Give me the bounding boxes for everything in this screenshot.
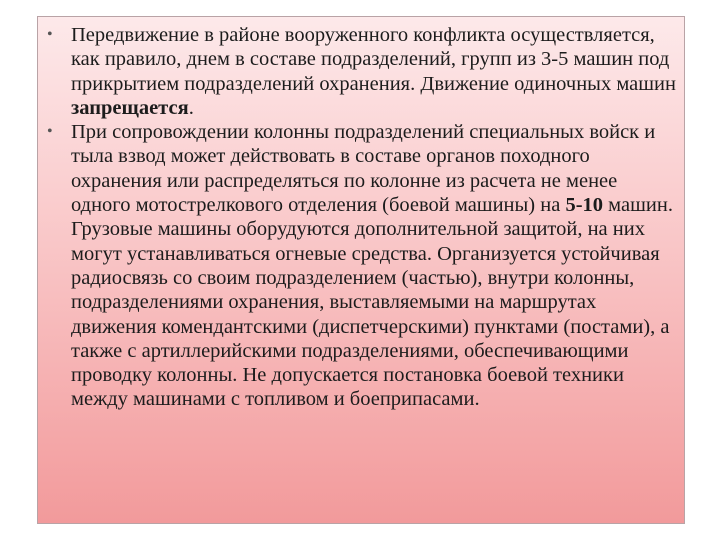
bullet-marker: • [47,26,53,43]
bullet-text: При сопровождении колонны подразделений специальных войск и тыла взвод может действовать в составе органов походного охранения или распределяться по колонне из расчета не менее одного мотострелкового отделения (боевой машины) на [71,121,656,217]
bullet-item-escort [47,120,678,412]
bullet-list [47,23,678,412]
slide [37,16,685,524]
bullet-marker: • [47,123,53,141]
bullet-item-movement [47,23,678,120]
bullet-text: Передвижение в районе вооруженного конфликта осуществляется, как правило, днем в составе подразделений, групп из 3-5 машин под прикрытием подразделений охранения. Движение одиночных машин [71,24,676,95]
bullet-bold-text: запрещается [71,96,189,119]
bullet-bold-text: 5-10 [565,194,604,217]
bullet-text-end: машин. Грузовые машины оборудуются дополнительной защитой, на них могут устанавливаться огневые средства. Организуется устойчивая радиосвязь со своим подразделением (частью), внутри колонны, подразделениями охранения, выставляемыми на маршрутах движения комендантскими (диспетчерскими) пунктами (постами), а также с артиллерийскими подразделениями, обеспечивающими проводку колонны. Не допускается постановка боевой техники между машинами с топливом и боеприпасами. [71,194,673,411]
bullet-text-end: . [188,96,194,119]
